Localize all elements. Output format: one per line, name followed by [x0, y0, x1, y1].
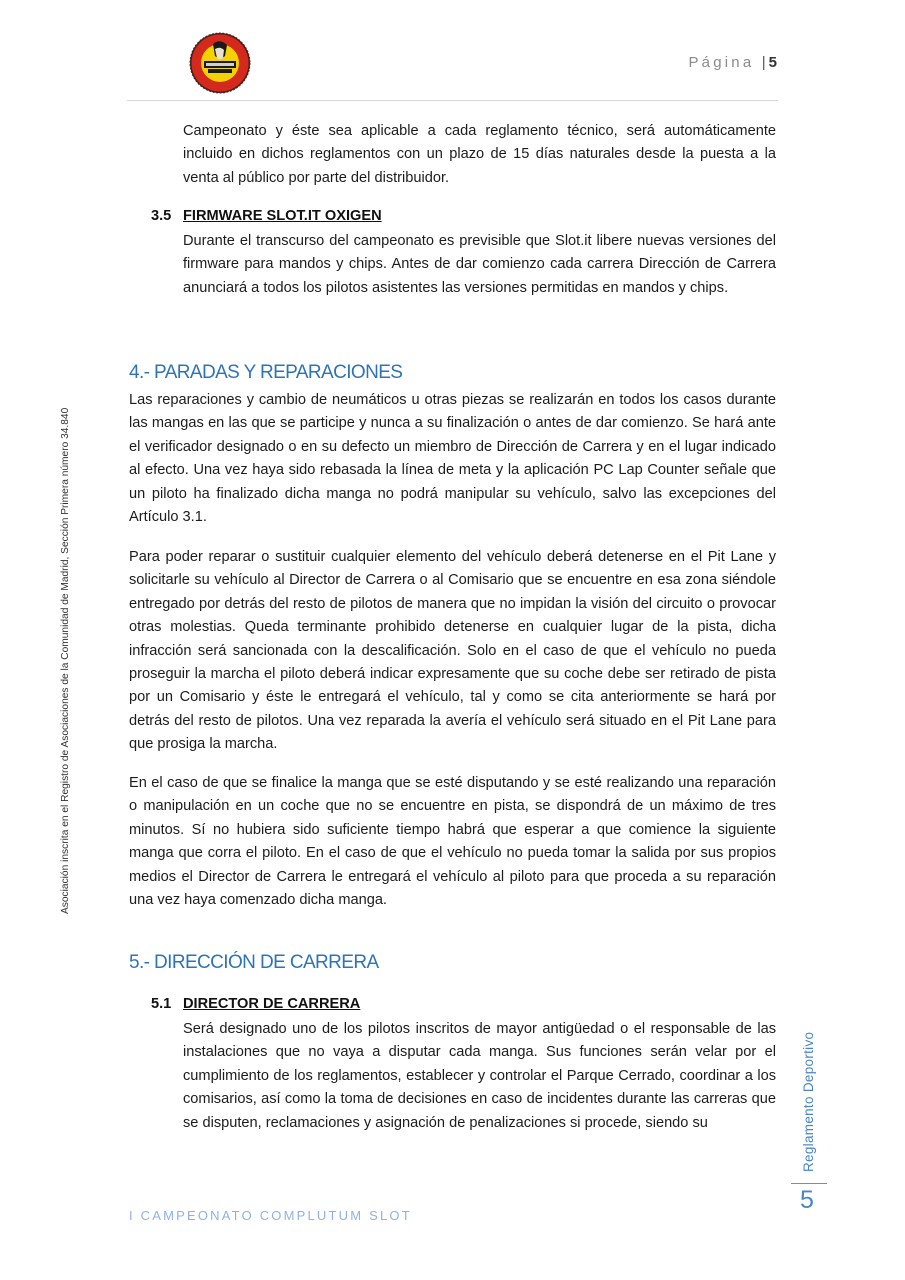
subsection-3-5-text: Durante el transcurso del campeonato es previsible que Slot.it libere nuevas versiones del firmware para mandos y chips. Antes de dar comienzo cada carrera Dirección de Carrera anunciará a todos los pilotos asistentes las versiones permitidas en mandos y chips.: [183, 233, 776, 296]
section-heading-5: 5.- DIRECCIÓN DE CARRERA: [129, 952, 379, 973]
subsection-title: DIRECTOR DE CARRERA: [183, 996, 361, 1012]
section-4-paragraph-1: Las reparaciones y cambio de neumáticos u otras piezas se realizarán en todos los casos durante las mangas en las que se participe y nunca a su finalización o antes de dar comienzo. Se hará ante el verificador designado o en su defecto un miembro de Dirección de Carrera y en el lugar indicado al efecto. Una vez haya sido rebasada la línea de meta y la aplicación PC Lap Counter señale que un piloto ha finalizado dicha manga no podrá manipular su vehículo, salvo las excepciones del Artículo 3.1.: [129, 392, 776, 526]
subsection-heading-3-5: [151, 208, 382, 224]
section-4-paragraph-2: Para poder reparar o sustituir cualquier elemento del vehículo deberá detenerse en el Pit Lane y solicitarle su vehículo al Director de Carrera o al Comisario que se encuentre en esa zona siéndole entregado por detrás del resto de pilotos de manera que no impidan la visión del circuito o provocar otras molestias. Queda terminante prohibido detenerse en cualquier lugar de la pista, dicha infracción será sancionada con la descalificación. Solo en el caso de que el vehículo no pueda proseguir la marcha el piloto deberá indicar expresamente que su coche debe ser retirado de pista por un Comisario y éste le entregará el vehículo, tal y como se cita anteriormente se hará por detrás del resto de pilotos. Una vez reparada la avería el vehículo será situado en el Pit Lane para que prosiga la marcha.: [129, 549, 776, 753]
intro-paragraph: Campeonato y éste sea aplicable a cada reglamento técnico, será automáticamente incluido en dichos reglamentos con un plazo de 15 días naturales desde la puesta a la venta al público por parte del distribuidor.: [183, 123, 776, 186]
side-page-number: 5: [800, 1186, 814, 1214]
section-4-paragraph-3: En el caso de que se finalice la manga que se esté disputando y se esté realizando una reparación o manipulación en un coche que no se encuentre en pista, se dispondrá de un máximo de tres minutos. Sí no hubiera sido suficiente tiempo habrá que esperar a que comience la siguiente manga que corra el piloto. En el caso de que el vehículo no pueda tomar la salida por sus propios medios el Director de Carrera le entregará el vehículo al piloto para que proceda a su reparación una vez haya comenzado dicha manga.: [129, 775, 776, 909]
page-number: 5: [768, 54, 777, 71]
header-divider: [127, 100, 778, 101]
club-logo-icon: [189, 32, 251, 94]
section-heading-4: 4.- PARADAS Y REPARACIONES: [129, 362, 403, 383]
subsection-heading-5-1: [151, 996, 360, 1012]
association-registration-note: Asociación inscrita en el Registro de Asociaciones de la Comunidad de Madrid, Sección Primera número 34.840: [60, 407, 71, 914]
footer-championship-title: I CAMPEONATO COMPLUTUM SLOT: [129, 1208, 412, 1223]
page-separator: |: [761, 54, 766, 71]
side-divider: [791, 1183, 827, 1184]
subsection-title: FIRMWARE SLOT.IT OXIGEN: [183, 208, 382, 224]
subsection-number: 3.5: [151, 208, 172, 224]
subsection-5-1-text: Será designado uno de los pilotos inscritos de mayor antigüedad o el responsable de las instalaciones que no vaya a disputar cada manga. Sus funciones serán velar por el cumplimiento de los reglamentos, establecer y controlar el Parque Cerrado, coordinar a los comisarios, así como la toma de decisiones en caso de incidentes durante las carreras que se disputen, reclamaciones y asignación de penalizaciones si procede, siendo su: [183, 1021, 776, 1131]
page-indicator: [688, 54, 777, 71]
page-word: Página: [688, 54, 755, 71]
club-logo: [189, 32, 251, 94]
subsection-number: 5.1: [151, 996, 172, 1012]
document-type-label: Reglamento Deportivo: [801, 1031, 816, 1172]
